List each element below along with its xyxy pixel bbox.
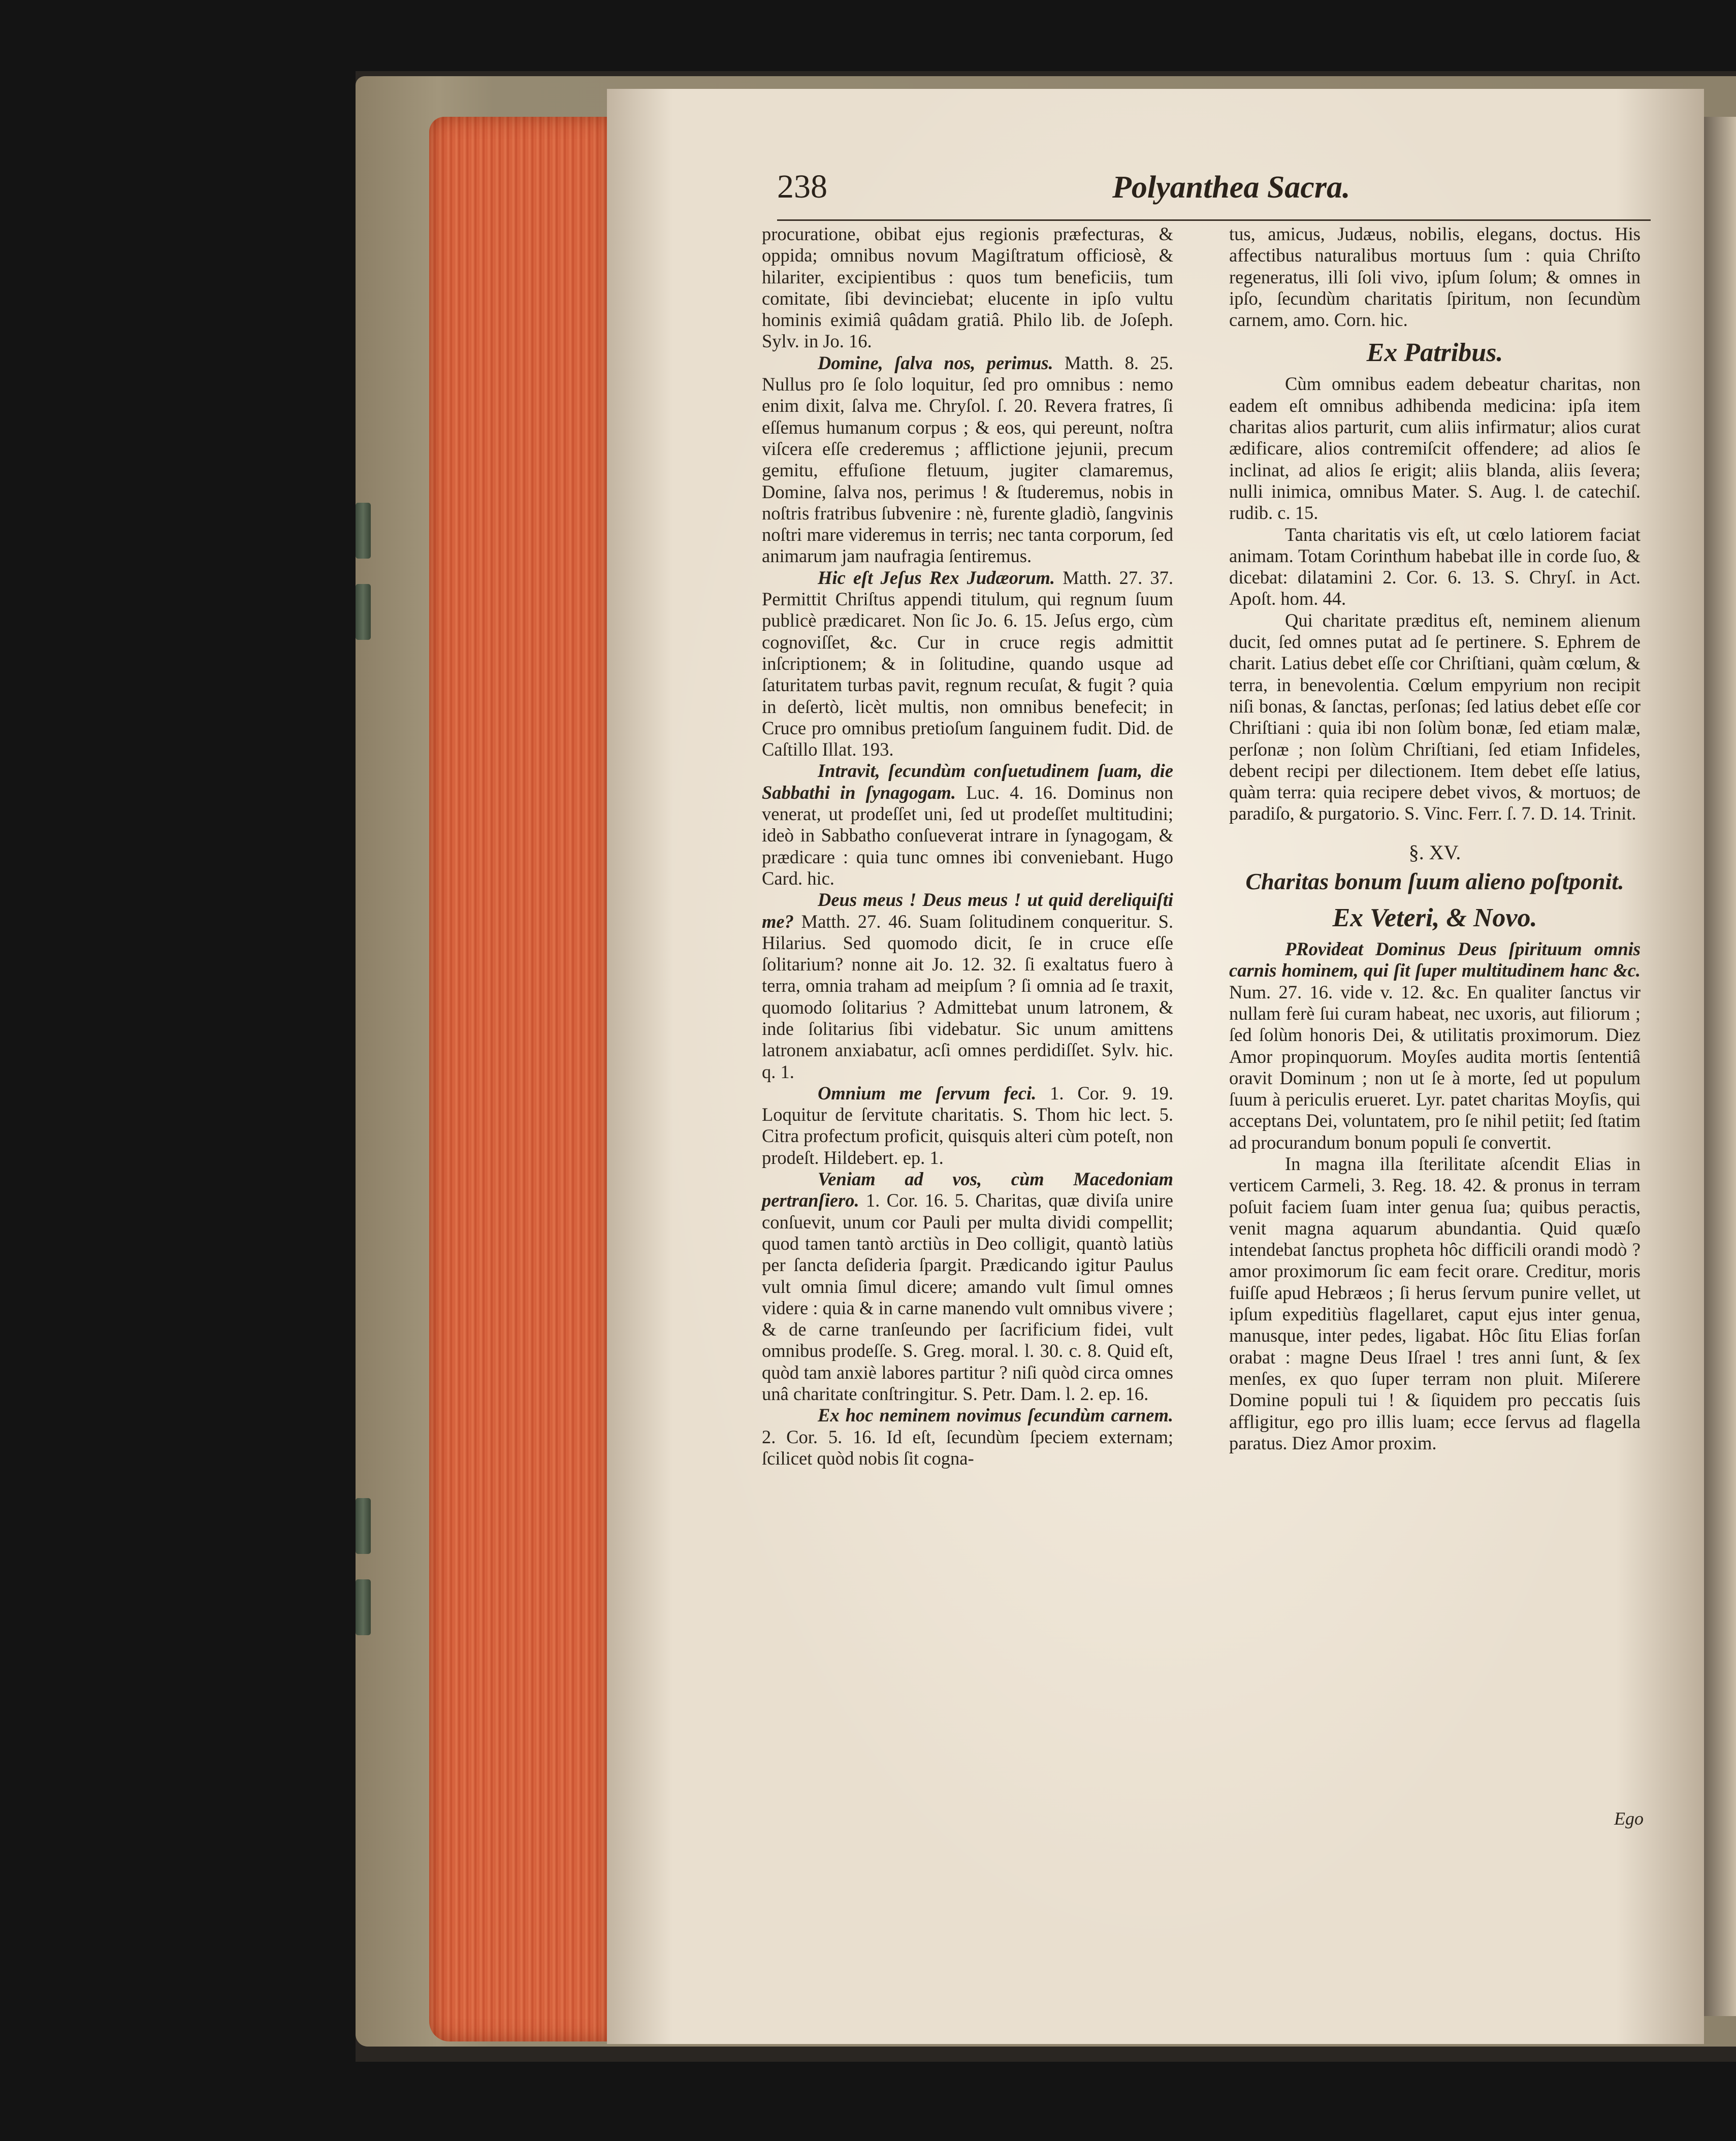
catchword: Ego xyxy=(1614,1808,1644,1829)
clasp-top xyxy=(356,503,371,559)
page-number: 238 xyxy=(777,168,827,205)
paragraph xyxy=(1229,223,1641,331)
left-text-column xyxy=(762,223,1173,1469)
paragraph-text: Luc. 4. 16. Dominus non venerat, ut prodeſſet uni, ſed ut prodeſſet multitudini; ideò in Sabbatho conſueverat intrare in ſynagogam, & prædicare : quia tunc omnes ibi conveniebant. Hugo Card. hic. xyxy=(762,782,1173,889)
scripture-quote: Ex hoc neminem novimus ſecundùm carnem. xyxy=(818,1405,1173,1426)
running-title: Polyanthea Sacra. xyxy=(1112,170,1351,205)
section-heading: Ex Veteri, & Novo. xyxy=(1332,903,1537,933)
scripture-quote: Hic eſt Jeſus Rex Judæorum. xyxy=(818,567,1055,588)
right-text-column xyxy=(1229,223,1641,1454)
paragraph xyxy=(762,1083,1173,1169)
clasp-upper xyxy=(356,584,371,640)
scripture-quote: Domine, ſalva nos, perimus. xyxy=(818,352,1053,373)
header-rule xyxy=(777,219,1651,221)
paragraph-text: procuratione, obibat ejus regionis præfecturas, & oppida; omnibus novum Magiſtratum officiosè, & hilariter, excipientibus : quos tum beneficiis, tum comitate, ſibi devinciebat; elucente in ipſo vultu hominis eximiâ quâdam gratiâ. Philo lib. de Joſeph. Sylv. in Jo. 16. xyxy=(762,223,1173,352)
scripture-quote: Veniam ad vos, cùm Macedoniam pertranſiero. xyxy=(762,1169,1173,1211)
paragraph-text: Tanta charitatis vis eſt, ut cœlo latiorem faciat animam. Totam Corinthum habebat ille in corde ſuo, & dicebat: dilatamini 2. Cor. 6. 13. S. Chryſ. in Act. Apoſt. hom. 44. xyxy=(1229,524,1641,609)
paragraph-text: 1. Cor. 16. 5. Charitas, quæ diviſa unire conſuevit, unum cor Pauli per multa dividi compellit; quod tamen tantò arctiùs in Deo colligit, quantò latiùs per ſancta deſideria ſpargit. Prædicando igitur Paulus vult omnia ſimul dicere; amando vult ſimul omnes videre : quia & in carne manendo vult omnibus vivere ; & de carne tranſeundo per ſacrificium fidei, vult omnibus prodeſſe. S. Greg. moral. l. 30. c. 8. Quid eſt, quòd tam anxiè labores partitur ? niſi quòd circa omnes unâ charitate conſtringitur. S. Petr. Dam. l. 2. ep. 16. xyxy=(762,1190,1173,1405)
paragraph xyxy=(762,760,1173,889)
paragraph xyxy=(1229,610,1641,825)
paragraph-text: tus, amicus, Judæus, nobilis, elegans, doctus. His affectibus naturalibus mortuus ſum : quia Chriſto regeneratus, illi ſoli vivo, ipſum ſolum; & omnes in ipſo, ſecundùm charitatis ſpiritum, non ſecundùm carnem, amo. Corn. hic. xyxy=(1229,223,1641,331)
paragraph-text: Qui charitate præditus eſt, neminem alienum ducit, ſed omnes putat ad ſe pertinere. S. Ephrem de charit. Latius debet eſſe cor Chriſtiani, quàm cœlum, & terra, in benevolentia. Cœlum empyrium non recipit niſi bonas, & ſanctas, perſonas; ſed latius debet eſſe cor Chriſtiani : quia ibi non ſolùm bonæ, ſed etiam malæ, perſonæ ; non ſolùm Chriſtiani, ſed etiam Infideles, debent recipi per dilectionem. Item debet eſſe latius, quàm terra: quia recipere debet vivos, & mortuos; de paradiſo, & purgatorio. S. Vinc. Ferr. ſ. 7. D. 14. Trinit. xyxy=(1229,609,1641,824)
scripture-quote: Deus meus ! Deus meus ! ut quid dereliquiſti me? xyxy=(762,889,1173,932)
paragraph-text: In magna illa ſterilitate aſcendit Elias in verticem Carmeli, 3. Reg. 18. 42. & pronus in terram poſuit faciem ſuam inter genua ſua; quibus peractis, venit magna aquarum abundantia. Quid quæſo intendebat ſanctus propheta hôc difficili orandi modò ? amor proximorum ſic eam fecit orare. Creditur, moris fuiſſe apud Hebræos ; ſi herus ſervum punire vellet, ut ipſum expeditiùs flagellaret, caput ejus inter genua, manusque, inter pedes, ligabat. Hôc ſitu Elias forſan orabat : magne Deus Iſrael ! tres anni ſunt, & ſex menſes, ex quo ſuper terram non pluit. Miſerere Domine populi tui ! & ſiquidem pro peccatis ſuis affligitur, ego pro illis luam; ecce ſervus ad flagella paratus. Diez Amor proxim. xyxy=(1229,1153,1641,1453)
clasp-bottom xyxy=(356,1579,371,1635)
paragraph xyxy=(762,223,1173,352)
section-heading: Ex Patribus. xyxy=(1366,338,1503,368)
paragraph xyxy=(762,567,1173,761)
red-page-edges xyxy=(429,117,612,2041)
paragraph xyxy=(1229,524,1641,610)
paragraph-text: 1. Cor. 9. 19. Loquitur de ſervitute charitatis. S. Thom hic lect. 5. Citra profectum proficit, quisquis alteri cùm poteſt, non prodeſt. Hildebert. ep. 1. xyxy=(762,1082,1173,1168)
paragraph-text: Matth. 27. 37. Permittit Chriſtus appendi titulum, qui regnum ſuum publicè prædicaret. Non ſic Jo. 6. 15. Jeſus ergo, cùm cognoviſſet, &c. Cur in cruce regis admittit inſcriptionem; & in ſolitudine, quando usque ad ſaturitatem turbas pavit, regnum recuſat, & fugit ? quia in deſertò, licèt multis, non omnibus benefecit; in Cruce pro omnibus pretioſum ſanguinem fudit. Did. de Caſtillo Illat. 193. xyxy=(762,567,1173,760)
scripture-quote: Intravit, ſecundùm conſuetudinem ſuam, die Sabbathi in ſynagogam. xyxy=(762,760,1173,803)
scripture-quote: Omnium me ſervum feci. xyxy=(818,1082,1037,1104)
paragraph xyxy=(1229,373,1641,524)
paragraph-text: Matth. 27. 46. Suam ſolitudinem conqueritur. S. Hilarius. Sed quomodo dicit, ſe in cruce eſſe ſolitarium? nonne ait Jo. 12. 32. ſi exaltatus fuero à terra, omnia traham ad meipſum ? ſi omnia ad ſe traxit, quomodo ſolitarius ? Admittebat unum latronem, & inde ſolitarius ſibi videbatur. Sic unum amittens latronem anxiabatur, acſi omnes perdidiſſet. Sylv. hic. q. 1. xyxy=(762,911,1173,1082)
paragraph xyxy=(762,1169,1173,1405)
page-header xyxy=(777,168,1651,218)
paragraph xyxy=(762,1405,1173,1469)
paragraph xyxy=(1229,1153,1641,1454)
paragraph-text: Cùm omnibus eadem debeatur charitas, non eadem eſt omnibus adhibenda medicina: ipſa item charitas alios parturit, cum aliis infirmatur; alios curat ædificare, alios contremiſcit offendere; ad alios ſe inclinat, ad alios ſe erigit; aliis blanda, aliis ſevera; nulli inimica, omnibus Mater. S. Aug. l. de catechiſ. rudib. c. 15. xyxy=(1229,373,1641,524)
paragraph xyxy=(1229,938,1641,1153)
paragraph-text: Matth. 8. 25. Nullus pro ſe ſolo loquitur, ſed pro omnibus : nemo enim dixit, ſalva me. Chryſol. ſ. 20. Revera fratres, ſi eſſemus humanum corpus ; & eos, qui pereunt, noſtra viſcera eſſe crederemus ; afflictione jejunii, precum gemitu, effuſione fletuum, jugiter clamaremus, Domine, ſalva nos, perimus ! & ſtuderemus, nobis in noſtris fratribus ſubvenire : nè, furente gladiò, ſangvinis noſtri mare videremus in terris; nec tanta corporum, ſed animarum jam naufragia ſentiremus. xyxy=(762,352,1173,567)
paragraph-text: 2. Cor. 5. 16. Id eſt, ſecundùm ſpeciem externam; ſcilicet quòd nobis ſit cogna- xyxy=(762,1426,1173,1469)
section-number: §. XV. xyxy=(1408,840,1461,864)
paragraph xyxy=(762,352,1173,567)
paragraph xyxy=(762,889,1173,1083)
scripture-quote: PRovideat Dominus Deus ſpirituum omnis carnis hominem, qui ſit ſuper multitudinem hanc &c. xyxy=(1229,938,1641,981)
clasp-lower xyxy=(356,1498,371,1554)
paragraph-text: Num. 27. 16. vide v. 12. &c. En qualiter ſanctus vir nullam ferè ſui curam habeat, nec uxoris, aut filiorum ; ſed ſolùm honoris Dei, & utilitatis proximorum. Diez Amor propinquorum. Moyſes audita mortis ſententiâ oravit Dominum ; non ut ſe à morte, ſed ut populum ſuum à periculis erueret. Lyr. patet charitas Moyſis, qui acceptans Dei, voluntatem, pro ſe nihil petiit; ſed ſtatim ad procurandum bonum populi ſe convertit. xyxy=(1229,981,1641,1153)
section-heading: Charitas bonum ſuum alieno poſtponit. xyxy=(1245,868,1624,895)
